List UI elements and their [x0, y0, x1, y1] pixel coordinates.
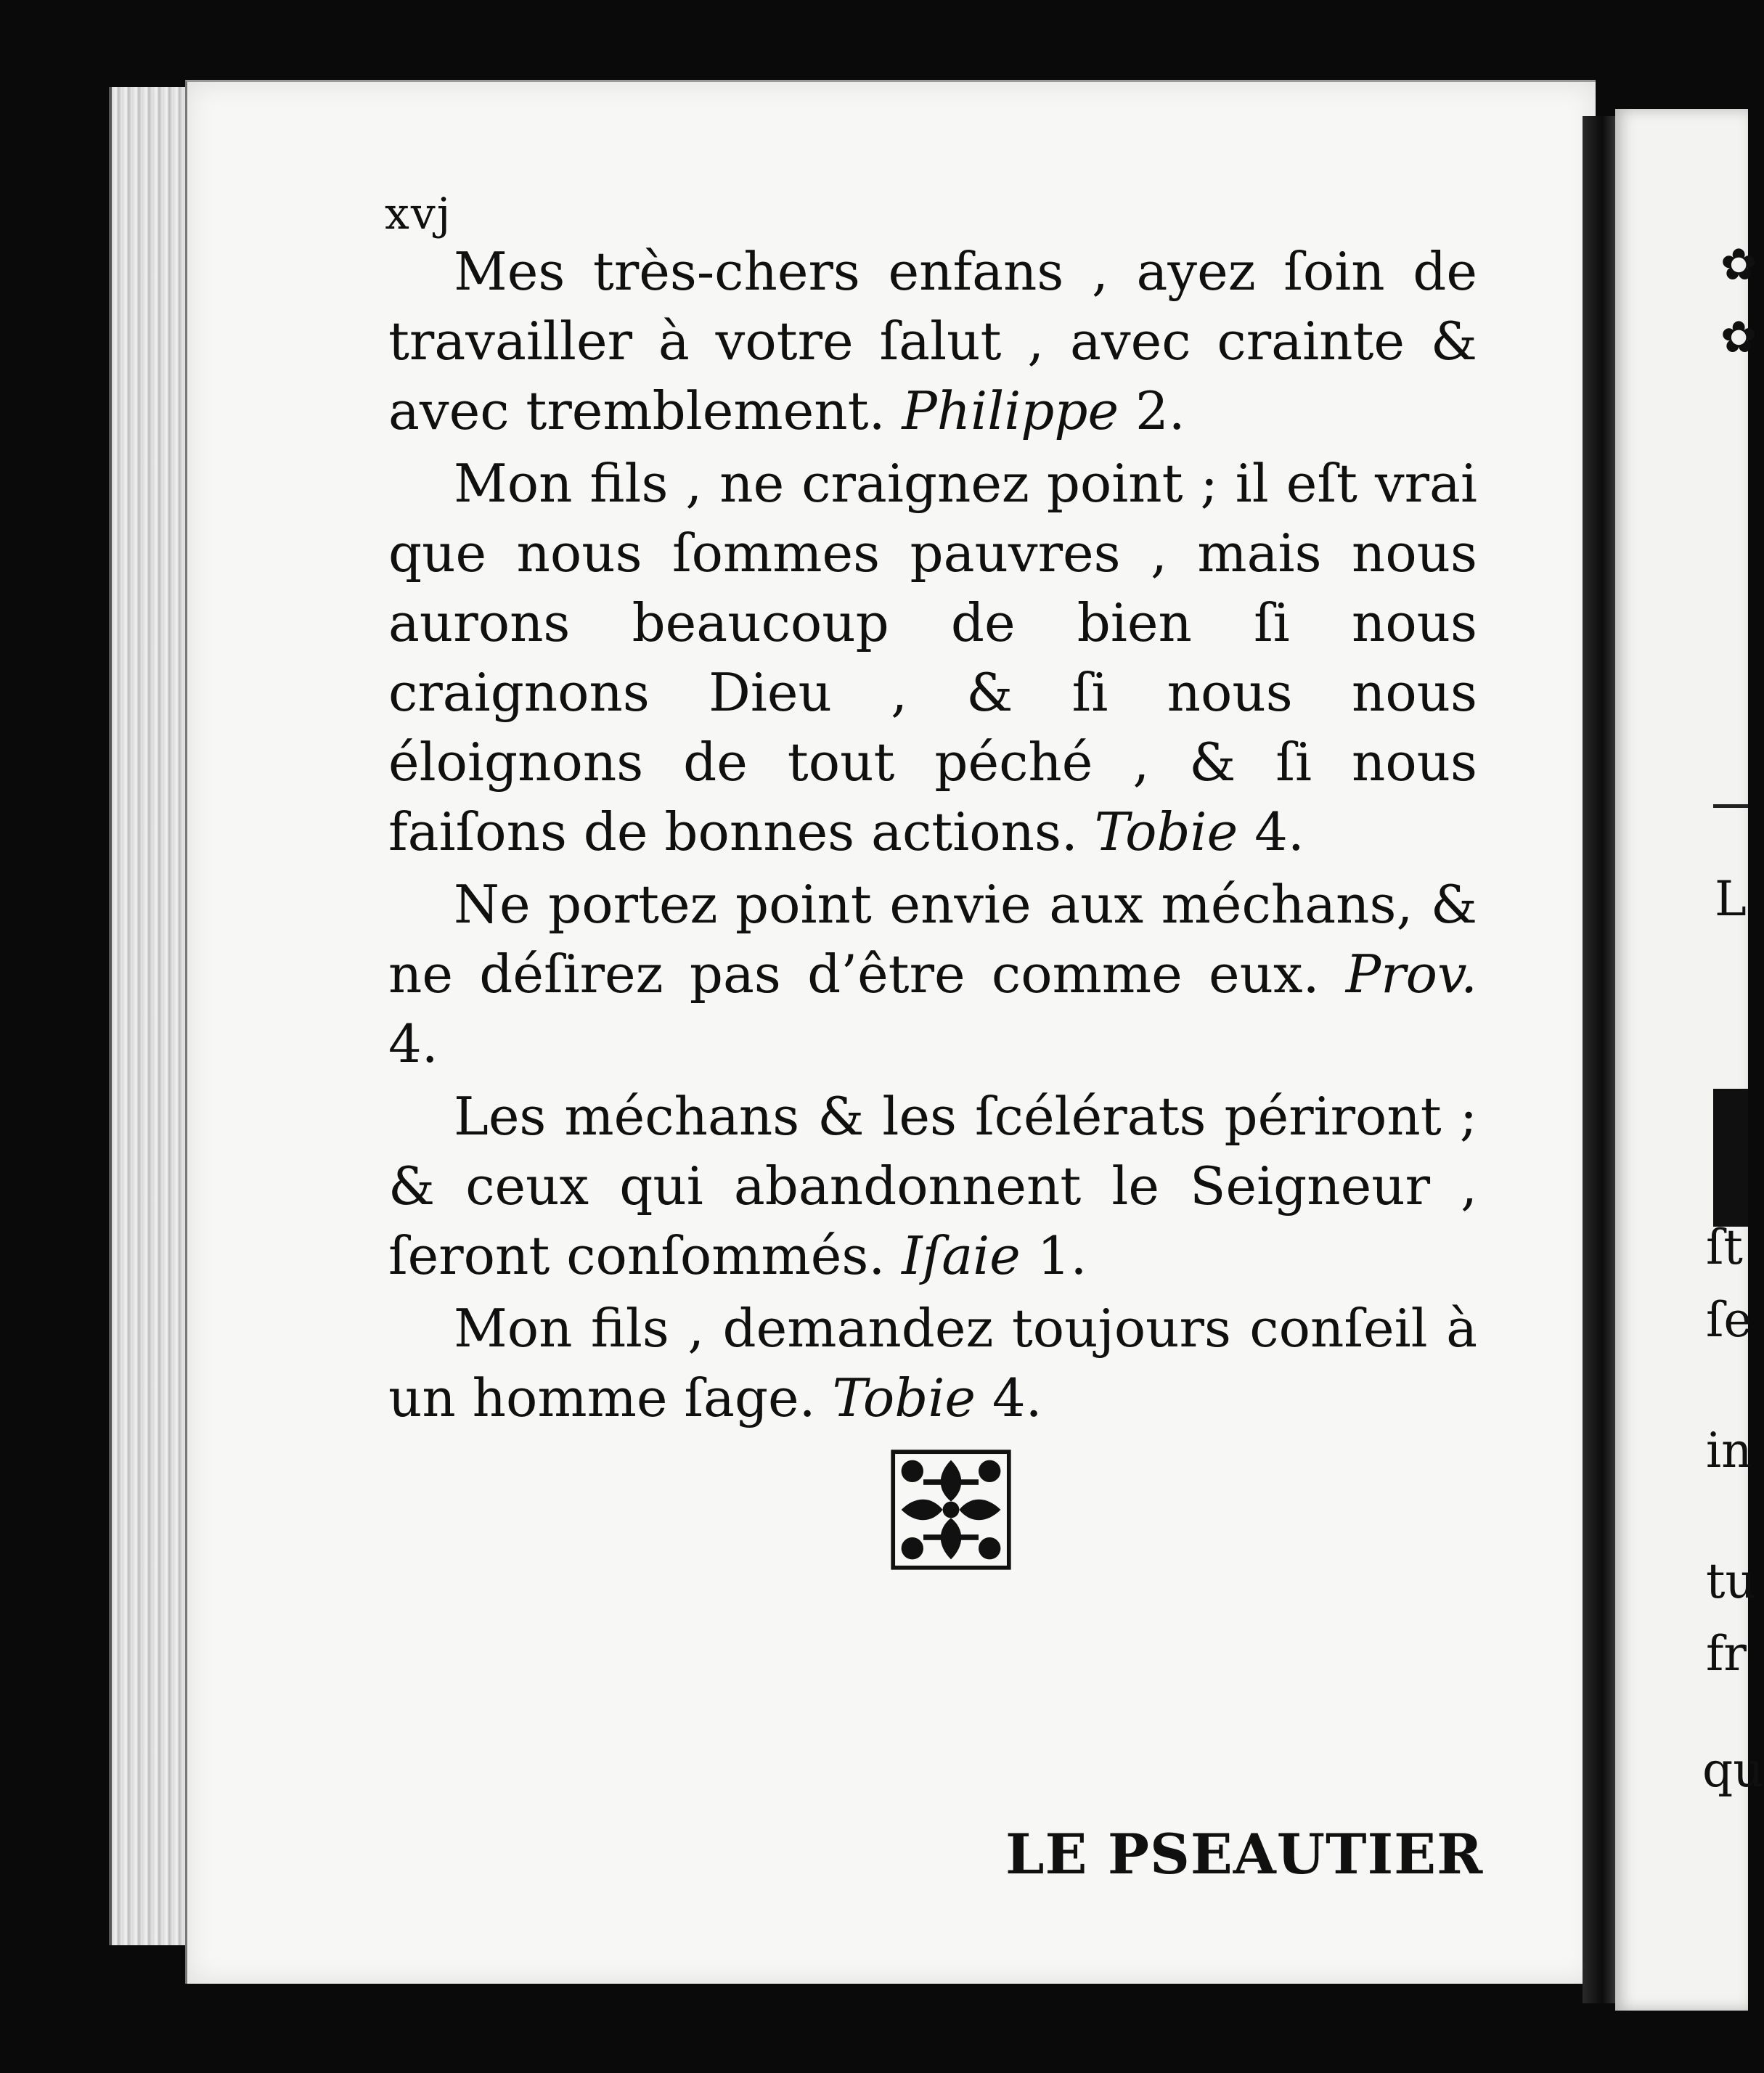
right-page-fragment: L: [1715, 871, 1747, 927]
reference: Iſaie: [902, 1225, 1021, 1286]
reference: Tobie: [1094, 801, 1238, 862]
right-page-fragment: in: [1706, 1423, 1752, 1479]
right-page-fragment: fr: [1706, 1626, 1747, 1682]
right-page-fragment: tu: [1706, 1553, 1757, 1609]
right-page-ornament-icon: ✿: [1720, 312, 1757, 363]
paragraph-4: Les méchans & les ſcélérats périront ; & ceux qui abandonnent le Seigneur , ſeront conſommés. Iſaie 1.: [388, 1086, 1477, 1286]
paragraph-3: Ne portez point envie aux méchans, & ne déſirez pas d’être comme eux. Prov. 4.: [388, 874, 1478, 1074]
paragraph-1: Mes très-chers enfans , ayez ſoin de travailler à votre ſalut , avec crainte & avec tremblement. Philippe 2.: [388, 241, 1477, 441]
page-number: xvj: [385, 189, 452, 240]
right-page-fragment: ſe: [1706, 1292, 1752, 1348]
fleuron-ornament-icon: [882, 1441, 1020, 1579]
right-page-edge: [1615, 109, 1748, 2011]
paragraph-2: Mon fils , ne craignez point ; il eſt vrai que nous ſommes pauvres , mais nous aurons beaucoup de bien ſi nous craignons Dieu , & ſi nous nous éloignons de tout péché , & ſi nous faiſons de bonnes actions. Tobie 4.: [388, 453, 1477, 862]
right-page-fragment: ſt: [1706, 1219, 1743, 1275]
book-gutter: [1583, 116, 1615, 2003]
page-body: [388, 196, 1477, 1433]
reference: Philippe: [902, 380, 1119, 441]
paragraph-5: Mon fils , demandez toujours conſeil à un homme ſage. Tobie 4.: [388, 1298, 1477, 1428]
catchword: LE PSEAUTIER: [1005, 1822, 1484, 1886]
right-page-fragment: qu: [1702, 1742, 1764, 1798]
right-page-rule: [1713, 804, 1748, 808]
right-page-drop-capital: [1713, 1089, 1748, 1227]
reference: Tobie: [832, 1367, 976, 1428]
page-edges: [109, 87, 192, 1945]
right-page-ornament-icon: ✿: [1720, 240, 1757, 290]
reference: Prov.: [1345, 944, 1478, 1005]
